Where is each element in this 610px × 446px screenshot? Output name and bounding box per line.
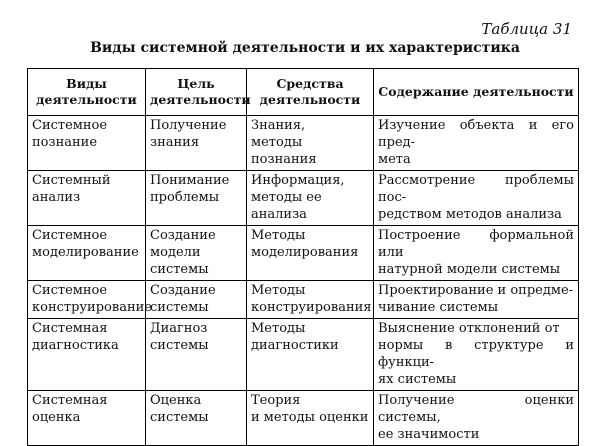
cell-type: Системное конструирование (28, 281, 146, 319)
cell-goal: Оценка системы (146, 391, 247, 446)
activity-types-table (27, 68, 579, 446)
cell-content: Изучение объекта и его пред- мета (374, 116, 579, 171)
cell-goal: Диагноз системы (146, 319, 247, 391)
table-row (28, 391, 579, 446)
table-header-row (28, 69, 579, 116)
cell-goal: Понимание проблемы (146, 171, 247, 226)
cell-means: Методы диагностики (247, 319, 374, 391)
header-activity-means: Средства деятельности (247, 69, 374, 116)
cell-means: Знания, методы познания (247, 116, 374, 171)
header-activity-content: Содержание деятельности (374, 69, 579, 116)
cell-content: Получение оценки системы, ее значимости (374, 391, 579, 446)
cell-content: Рассмотрение проблемы пос- редством методов анализа (374, 171, 579, 226)
cell-type: Системное познание (28, 116, 146, 171)
cell-type: Системная диагностика (28, 319, 146, 391)
cell-goal: Создание модели системы (146, 226, 247, 281)
table-row (28, 171, 579, 226)
cell-goal: Создание системы (146, 281, 247, 319)
cell-means: Теория и методы оценки (247, 391, 374, 446)
header-activity-goal: Цель деятельности (146, 69, 247, 116)
cell-goal: Получение знания (146, 116, 247, 171)
table-row (28, 116, 579, 171)
header-activity-type: Виды деятельности (28, 69, 146, 116)
cell-content: Проектирование и опредме- чивание системы (374, 281, 579, 319)
cell-type: Системная оценка (28, 391, 146, 446)
cell-content: Построение формальной или натурной модели системы (374, 226, 579, 281)
cell-means: Информация, методы ее анализа (247, 171, 374, 226)
cell-content: Выяснение отклонений от нормы в структуре и функци- ях системы (374, 319, 579, 391)
table-number-label: Таблица 31 (481, 20, 572, 38)
table-row (28, 281, 579, 319)
table-row (28, 319, 579, 391)
cell-type: Системный анализ (28, 171, 146, 226)
cell-means: Методы моделирования (247, 226, 374, 281)
table-title: Виды системной деятельности и их характеристика (90, 40, 520, 56)
table-row (28, 226, 579, 281)
cell-means: Методы конструирования (247, 281, 374, 319)
cell-type: Системное моделирование (28, 226, 146, 281)
